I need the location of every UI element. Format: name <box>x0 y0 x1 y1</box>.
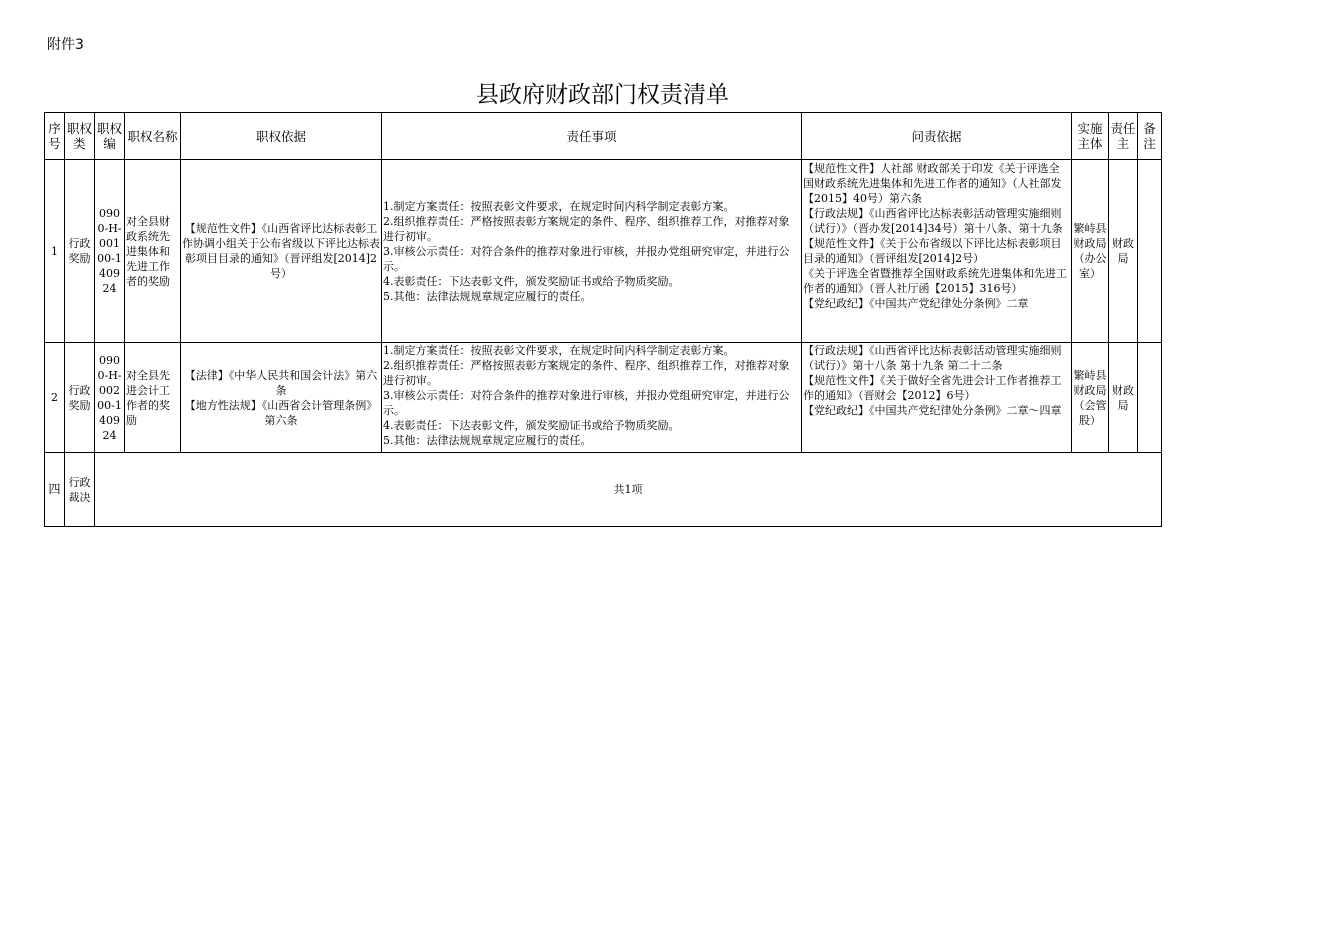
table-header-row <box>45 113 1162 160</box>
row-duties: 1.制定方案责任：按照表彰文件要求，在规定时间内科学制定表彰方案。 2.组织推荐责任：严格按照表彰方案规定的条件、程序、组织推荐工作，对推荐对象进行初审。 3.审核公示责任：对符合条件的推荐对象进行审核，并报办党组研究审定，并进行公示。 4.表彰责任：下达表彰文件，颁发奖励证书或给予物质奖励。 5.其他：法律法规规章规定应履行的责任。 <box>382 160 802 343</box>
section-row <box>45 453 1162 527</box>
row-category: 行政奖励 <box>65 343 95 453</box>
page-title: 县政府财政部门权责清单 <box>476 82 729 108</box>
col-header-index: 序号 <box>45 113 65 160</box>
row-index: 1 <box>45 160 65 343</box>
section-summary: 共1项 <box>95 453 1162 527</box>
col-header-accountability: 问责依据 <box>802 113 1072 160</box>
table-row <box>45 343 1162 453</box>
row-remark <box>1138 160 1162 343</box>
section-category: 行政裁决 <box>65 453 95 527</box>
row-responsible: 财政局 <box>1109 160 1138 343</box>
section-index: 四 <box>45 453 65 527</box>
row-accountability: 【规范性文件】人社部 财政部关于印发《关于评选全国财政系统先进集体和先进工作者的通知》（人社部发【2015】40号）第六条 【行政法规】《山西省评比达标表彰活动管理实施细则（试行）》（晋办发[2014]34号）第十八条、第十九条 【规范性文件】《关于公布省级以下评比达标表彰项目目录的通知》（晋评组发[2014]2号） 《关于评选全省暨推荐全国财政系统先进集体和先进工作者的通知》（晋人社厅函【2015】316号） 【党纪政纪】《中国共产党纪律处分条例》二章 <box>803 162 1067 310</box>
table-row <box>45 160 1162 343</box>
row-duties: 1.制定方案责任：按照表彰文件要求，在规定时间内科学制定表彰方案。 2.组织推荐责任：严格按照表彰方案规定的条件、程序、组织推荐工作，对推荐对象进行初审。 3.审核公示责任：对符合条件的推荐对象进行审核，并报办党组研究审定，并进行公示。 4.表彰责任：下达表彰文件，颁发奖励证书或给予物质奖励。 5.其他：法律法规规章规定应履行的责任。 <box>383 344 790 447</box>
row-name: 对全县先进会计工作者的奖励 <box>125 343 181 453</box>
col-header-responsible: 责任主 <box>1109 113 1138 160</box>
row-accountability-cell <box>802 343 1072 453</box>
row-category: 行政奖励 <box>65 160 95 343</box>
col-header-duties: 责任事项 <box>382 113 802 160</box>
row-accountability-cell <box>802 160 1072 343</box>
row-basis: 【法律】《中华人民共和国会计法》第六条 【地方性法规】《山西省会计管理条例》第六条 <box>181 343 382 453</box>
row-accountability: 【行政法规】《山西省评比达标表彰活动管理实施细则（试行）》第十八条 第十九条 第二十二条 【规范性文件】《关于做好全省先进会计工作者推荐工作的通知》（晋财会【2012】6号） 【党纪政纪】《中国共产党纪律处分条例》二章～四章 <box>803 344 1062 417</box>
row-implementer: 繁峙县财政局（会管股） <box>1072 343 1109 453</box>
col-header-implementer: 实施主体 <box>1072 113 1109 160</box>
row-responsible: 财政局 <box>1109 343 1138 453</box>
row-index: 2 <box>45 343 65 453</box>
row-remark <box>1138 343 1162 453</box>
row-code: 0900-H-00100-140924 <box>95 160 125 343</box>
row-duties-cell <box>382 343 802 453</box>
row-basis: 【规范性文件】《山西省评比达标表彰工作协调小组关于公布省级以下评比达标表彰项目目录的通知》（晋评组发[2014]2号） <box>181 160 382 343</box>
row-implementer: 繁峙县财政局（办公室） <box>1072 160 1109 343</box>
col-header-name: 职权名称 <box>125 113 181 160</box>
responsibility-table <box>44 112 1162 527</box>
row-name: 对全县财政系统先进集体和先进工作者的奖励 <box>125 160 181 343</box>
col-header-code: 职权编 <box>95 113 125 160</box>
col-header-category: 职权类 <box>65 113 95 160</box>
col-header-basis: 职权依据 <box>181 113 382 160</box>
col-header-remark: 备注 <box>1138 113 1162 160</box>
attachment-label: 附件3 <box>47 37 84 53</box>
row-code: 0900-H-00200-140924 <box>95 343 125 453</box>
